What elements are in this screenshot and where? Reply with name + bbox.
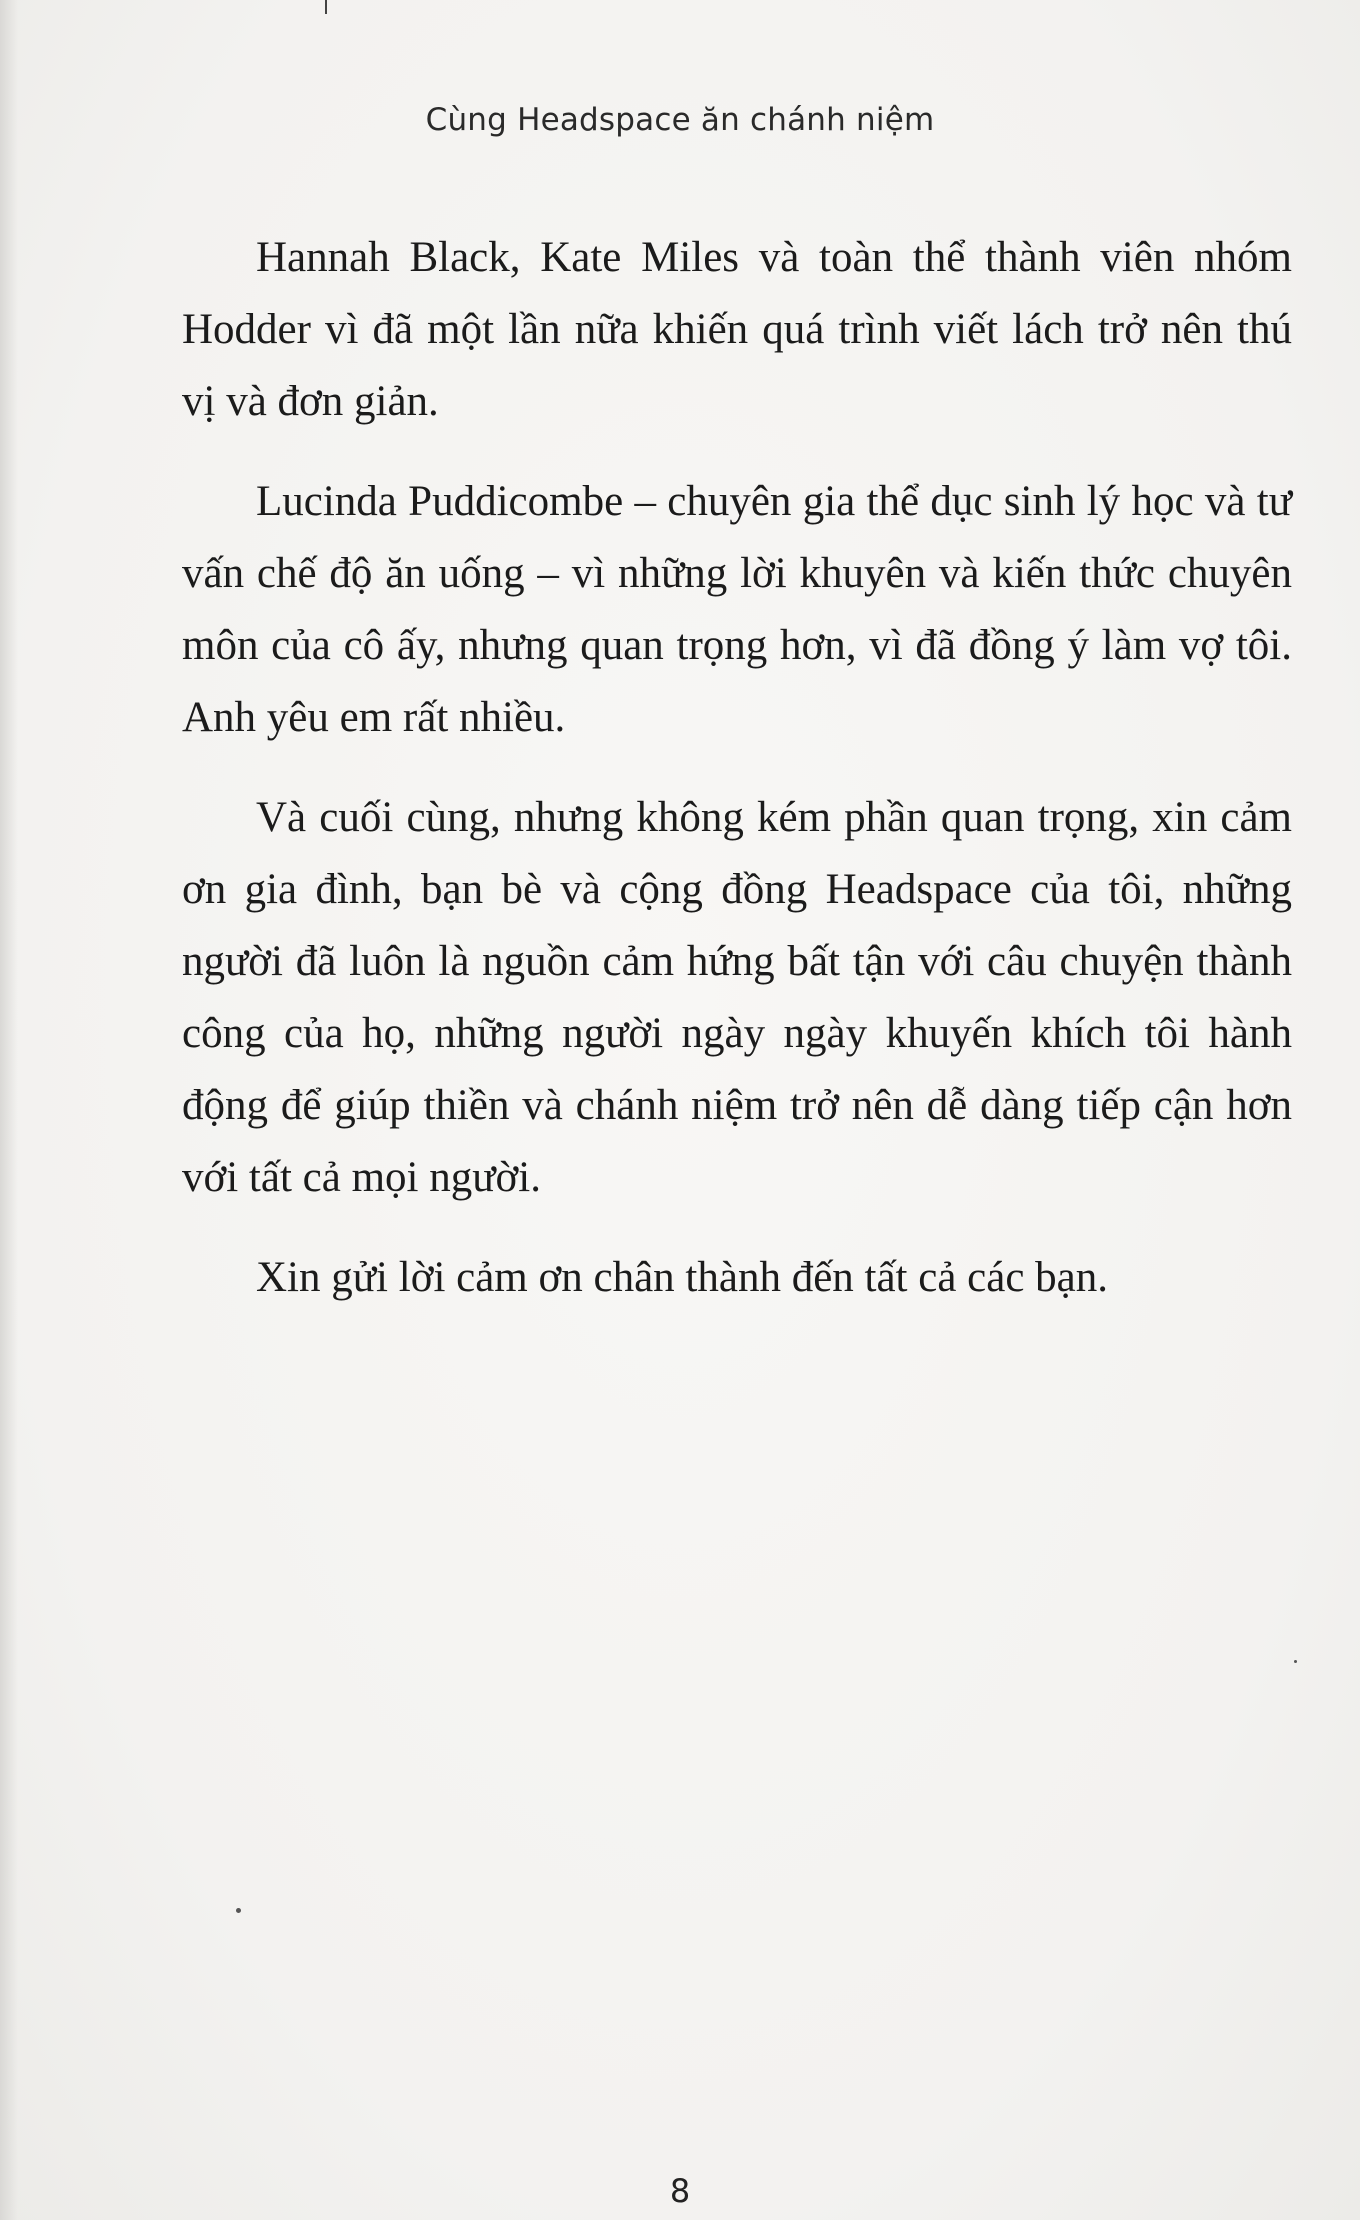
paragraph-family: Và cuối cùng, nhưng không kém phần quan trọng, xin cảm ơn gia đình, bạn bè và cộng đồng Headspace của tôi, những người đã luôn là nguồn cảm hứng bất tận với câu chuyện thành công của họ, những người ngày ngày khuyến khích tôi hành động để giúp thiền và chánh niệm trở nên dễ dàng tiếp cận hơn với tất cả mọi người. (182, 794, 1292, 1201)
paragraph-closing: Xin gửi lời cảm ơn chân thành đến tất cả các bạn. (256, 1254, 1109, 1301)
dust-speck (236, 1908, 241, 1913)
dust-speck (1294, 1660, 1297, 1663)
scan-mark (325, 0, 327, 14)
paragraph-lucinda: Lucinda Puddicombe – chuyên gia thể dục sinh lý học và tư vấn chế độ ăn uống – vì những lời khuyên và kiến thức chuyên môn của cô ấy, nhưng quan trọng hơn, vì đã đồng ý làm vợ tôi. Anh yêu em rất nhiều. (182, 478, 1292, 741)
page-edge-shadow (0, 0, 18, 2220)
running-header: Cùng Headspace ăn chánh niệm (425, 102, 935, 138)
paragraph-hodder: Hannah Black, Kate Miles và toàn thể thành viên nhóm Hodder vì đã một lần nữa khiến quá trình viết lách trở nên thú vị và đơn giản. (182, 234, 1292, 425)
page-number: 8 (669, 2172, 691, 2210)
acknowledgements-text (182, 222, 1292, 1342)
